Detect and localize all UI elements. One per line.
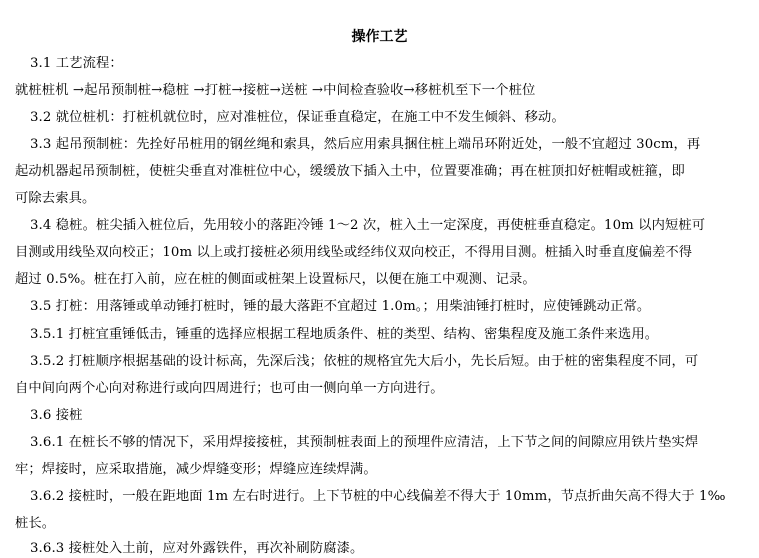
text-line: 目测或用线坠双向校正；10m 以上或打接桩必须用线坠或经纬仪双向校正，不得用目测。桩插入时垂直度偏差不得 bbox=[15, 245, 693, 260]
text-line: 可除去索具。 bbox=[15, 191, 96, 206]
text-line: 桩长。 bbox=[15, 516, 56, 531]
text-line: 自中间向两个心向对称进行或向四周进行；也可由一侧向单一方向进行。 bbox=[15, 381, 444, 396]
text-line-partial: 3.6.3 接桩处入土前，应对外露铁件，再次补刷防腐漆。 bbox=[30, 541, 364, 556]
text-line: 3.2 就位桩机：打桩机就位时，应对准桩位，保证垂直稳定，在施工中不发生倾斜、移动。 bbox=[30, 110, 565, 125]
text-line: 超过 0.5%。桩在打入前，应在桩的侧面或桩架上设置标尺，以便在施工中观测、记录。 bbox=[15, 272, 536, 287]
text-line: 3.5.2 打桩顺序根据基础的设计标高，先深后浅；依桩的规格宜先大后小，先长后短。由于桩的密集程度不同，可 bbox=[30, 354, 699, 369]
text-line: 3.6.2 接桩时，一般在距地面 1m 左右时进行。上下节桩的中心线偏差不得大于 10mm，节点折曲矢高不得大于 1‰ bbox=[30, 489, 726, 504]
text-line: 3.5 打桩：用落锤或单动锤打桩时，锤的最大落距不宜超过 1.0m。；用柴油锤打桩时，应使锤跳动正常。 bbox=[30, 299, 651, 314]
text-line: 3.3 起吊预制桩：先拴好吊桩用的钢丝绳和索具，然后应用索具捆住桩上端吊环附近处，一般不宜超过 30cm，再 bbox=[30, 137, 701, 152]
text-line: 牢；焊接时，应采取措施，减少焊缝变形；焊缝应连续焊满。 bbox=[15, 462, 377, 477]
page-title: 操作工艺 bbox=[351, 29, 408, 45]
text-line: 3.6 接桩 bbox=[30, 408, 83, 423]
text-line: 3.4 稳桩。桩尖插入桩位后，先用较小的落距冷锤 1～2 次，桩入土一定深度，再使桩垂直稳定。10m 以内短桩可 bbox=[30, 218, 706, 233]
text-line: 起动机器起吊预制桩，使桩尖垂直对准桩位中心，缓缓放下插入土中，位置要准确；再在桩顶扣好桩帽或桩箍，即 bbox=[15, 164, 685, 179]
text-line: 3.5.1 打桩宜重锤低击，锤重的选择应根据工程地质条件、桩的类型、结构、密集程度及施工条件来选用。 bbox=[30, 327, 659, 342]
text-line: 3.6.1 在桩长不够的情况下，采用焊接接桩，其预制桩表面上的预埋件应清洁，上下节之间的间隙应用铁片垫实焊 bbox=[30, 435, 699, 450]
text-line: 就桩桩机 →起吊预制桩→稳桩 →打桩→接桩→送桩 →中间检查验收→移桩机至下一个桩位 bbox=[15, 83, 536, 98]
text-line: 3.1 工艺流程： bbox=[30, 56, 123, 71]
